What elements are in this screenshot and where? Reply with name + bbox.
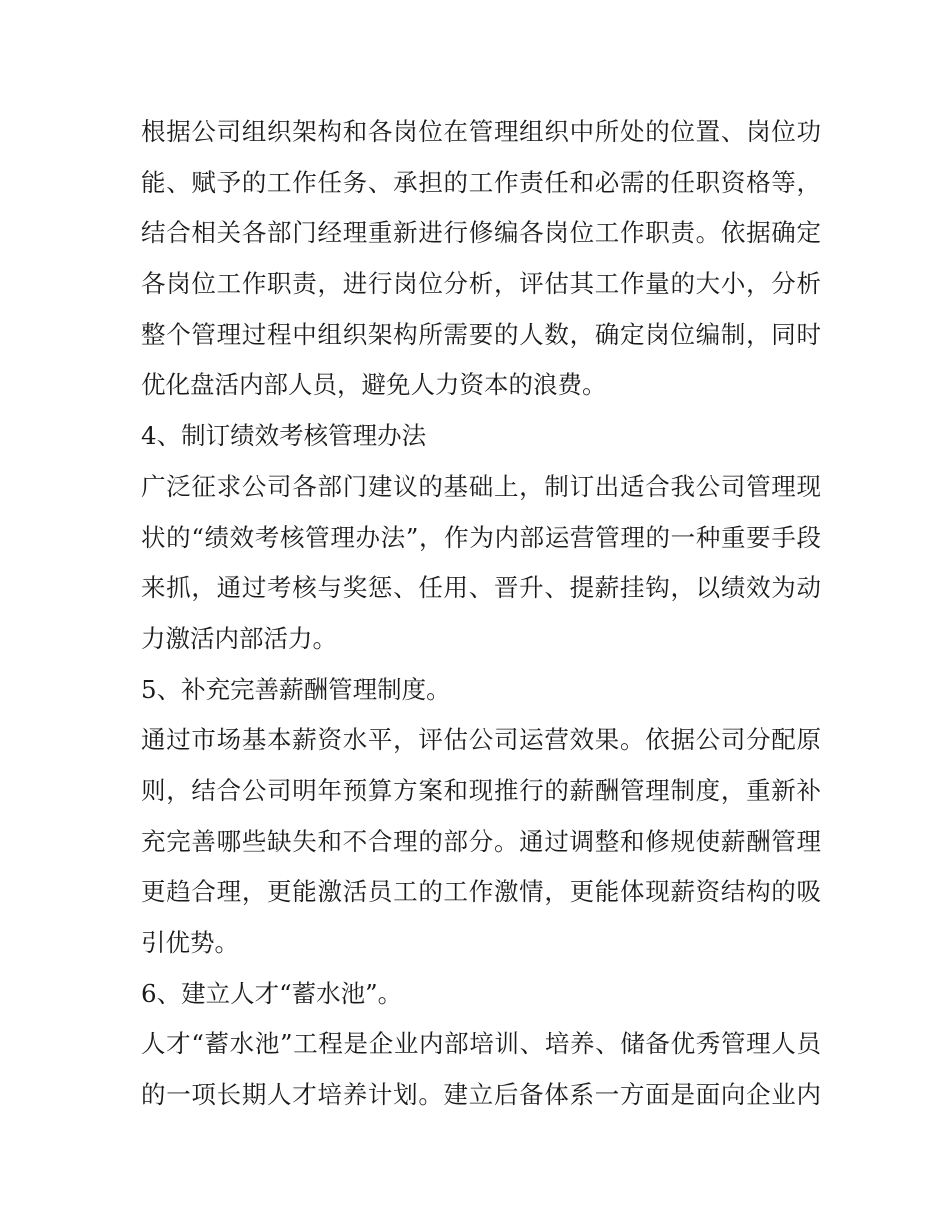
paragraph-line: 状的“绩效考核管理办法”，作为内部运营管理的一种重要手段 xyxy=(141,522,821,552)
paragraph-line: 则，结合公司明年预算方案和现推行的薪酬管理制度，重新补 xyxy=(141,775,821,805)
paragraph-line: 各岗位工作职责，进行岗位分析，评估其工作量的大小，分析 xyxy=(141,269,821,299)
paragraph-line: 通过市场基本薪资水平，评估公司运营效果。依据公司分配原 xyxy=(141,725,821,755)
paragraph-line: 的一项长期人才培养计划。建立后备体系一方面是面向企业内 xyxy=(141,1080,821,1110)
paragraph-line: 充完善哪些缺失和不合理的部分。通过调整和修规使薪酬管理 xyxy=(141,826,821,856)
section-heading-6: 6、建立人才“蓄水池”。 xyxy=(141,978,403,1008)
paragraph-line: 整个管理过程中组织架构所需要的人数，确定岗位编制，同时 xyxy=(141,319,821,349)
section-heading-4: 4、制订绩效考核管理办法 xyxy=(141,421,427,451)
document-body xyxy=(141,107,821,1121)
paragraph-line: 结合相关各部门经理重新进行修编各岗位工作职责。依据确定 xyxy=(141,218,821,248)
paragraph-line: 根据公司组织架构和各岗位在管理组织中所处的位置、岗位功 xyxy=(141,117,821,146)
paragraph-line: 能、赋予的工作任务、承担的工作责任和必需的任职资格等， xyxy=(141,167,821,197)
paragraph-line: 人才“蓄水池”工程是企业内部培训、培养、储备优秀管理人员 xyxy=(141,1029,821,1059)
paragraph-line: 广泛征求公司各部门建议的基础上，制订出适合我公司管理现 xyxy=(141,471,821,501)
paragraph-line: 来抓，通过考核与奖惩、任用、晋升、提薪挂钩，以绩效为动 xyxy=(141,573,821,603)
paragraph-line: 优化盘活内部人员，避免人力资本的浪费。 xyxy=(141,370,607,400)
paragraph-line: 更趋合理，更能激活员工的工作激情，更能体现薪资结构的吸 xyxy=(141,877,821,907)
paragraph-line: 引优势。 xyxy=(141,928,239,957)
section-heading-5: 5、补充完善薪酬管理制度。 xyxy=(141,674,451,704)
paragraph-line: 力激活内部活力。 xyxy=(141,623,337,653)
